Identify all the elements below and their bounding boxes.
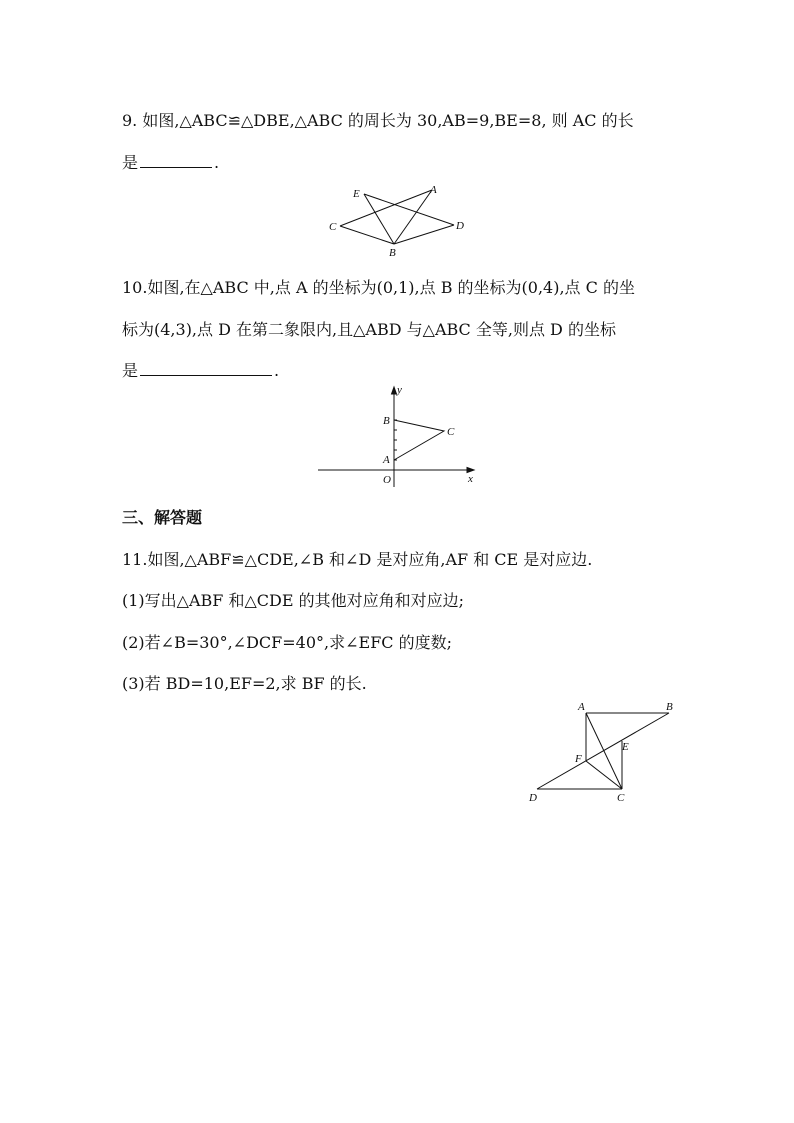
q10-answer-blank — [140, 374, 272, 376]
q10-line3-prefix: 是 — [122, 361, 139, 380]
q10-coordinate-figure — [316, 383, 486, 493]
q11-part3: (3)若 BD=10,EF=2,求 BF 的长. — [122, 674, 367, 693]
q9-figure — [320, 180, 470, 260]
q10-label-a: A — [383, 454, 390, 466]
q9-line2-suffix: . — [214, 153, 220, 172]
q11-segment-ac — [586, 713, 622, 789]
q11-label-f: F — [575, 753, 582, 765]
q10-line2: 标为(4,3),点 D 在第二象限内,且△ABD 与△ABC 全等,则点 D 的坐标 — [122, 320, 616, 339]
q9-line2-prefix: 是 — [122, 153, 139, 172]
q10-line3 — [122, 358, 279, 381]
q11-part1: (1)写出△ABF 和△CDE 的其他对应角和对应边; — [122, 591, 465, 610]
q10-triangle-abc — [394, 420, 444, 460]
q9-line1: 9. 如图,△ABC≌△DBE,△ABC 的周长为 30,AB=9,BE=8, 则 AC 的长 — [122, 111, 634, 130]
q11-segment-bd — [537, 713, 669, 789]
q10-label-b: B — [383, 415, 390, 427]
q11-label-d: D — [529, 792, 537, 804]
q9-segment-eb — [364, 194, 394, 244]
q11-label-b: B — [666, 701, 673, 713]
q11-label-a: A — [578, 701, 585, 713]
q9-label-e: E — [353, 188, 360, 200]
q9-segment-bd — [394, 225, 454, 244]
q10-line1: 10.如图,在△ABC 中,点 A 的坐标为(0,1),点 B 的坐标为(0,4),点 C 的坐 — [122, 278, 635, 297]
q10-label-o: O — [383, 474, 391, 486]
q9-label-b: B — [389, 247, 396, 259]
q11-line1: 11.如图,△ABF≌△CDE,∠B 和∠D 是对应角,AF 和 CE 是对应边. — [122, 550, 593, 569]
q11-figure — [525, 695, 685, 810]
q11-segment-fc — [586, 761, 622, 789]
q9-label-d: D — [456, 220, 464, 232]
q10-x-arrow — [467, 468, 474, 473]
q9-label-a: A — [430, 184, 437, 196]
q9-answer-blank — [140, 166, 212, 168]
section-title: 三、解答题 — [122, 508, 203, 527]
q10-line3-suffix: . — [274, 361, 280, 380]
q11-part2: (2)若∠B=30°,∠DCF=40°,求∠EFC 的度数; — [122, 633, 453, 652]
q9-segment-cb — [340, 226, 394, 244]
q10-label-y: y — [397, 384, 402, 396]
q10-label-x: x — [468, 473, 473, 485]
q11-label-e: E — [622, 741, 629, 753]
q10-y-arrow — [392, 387, 397, 394]
q9-line2 — [122, 150, 219, 173]
q9-segment-ab — [394, 190, 432, 244]
q11-label-c: C — [617, 792, 625, 804]
q10-label-c: C — [447, 426, 455, 438]
q9-label-c: C — [329, 221, 337, 233]
